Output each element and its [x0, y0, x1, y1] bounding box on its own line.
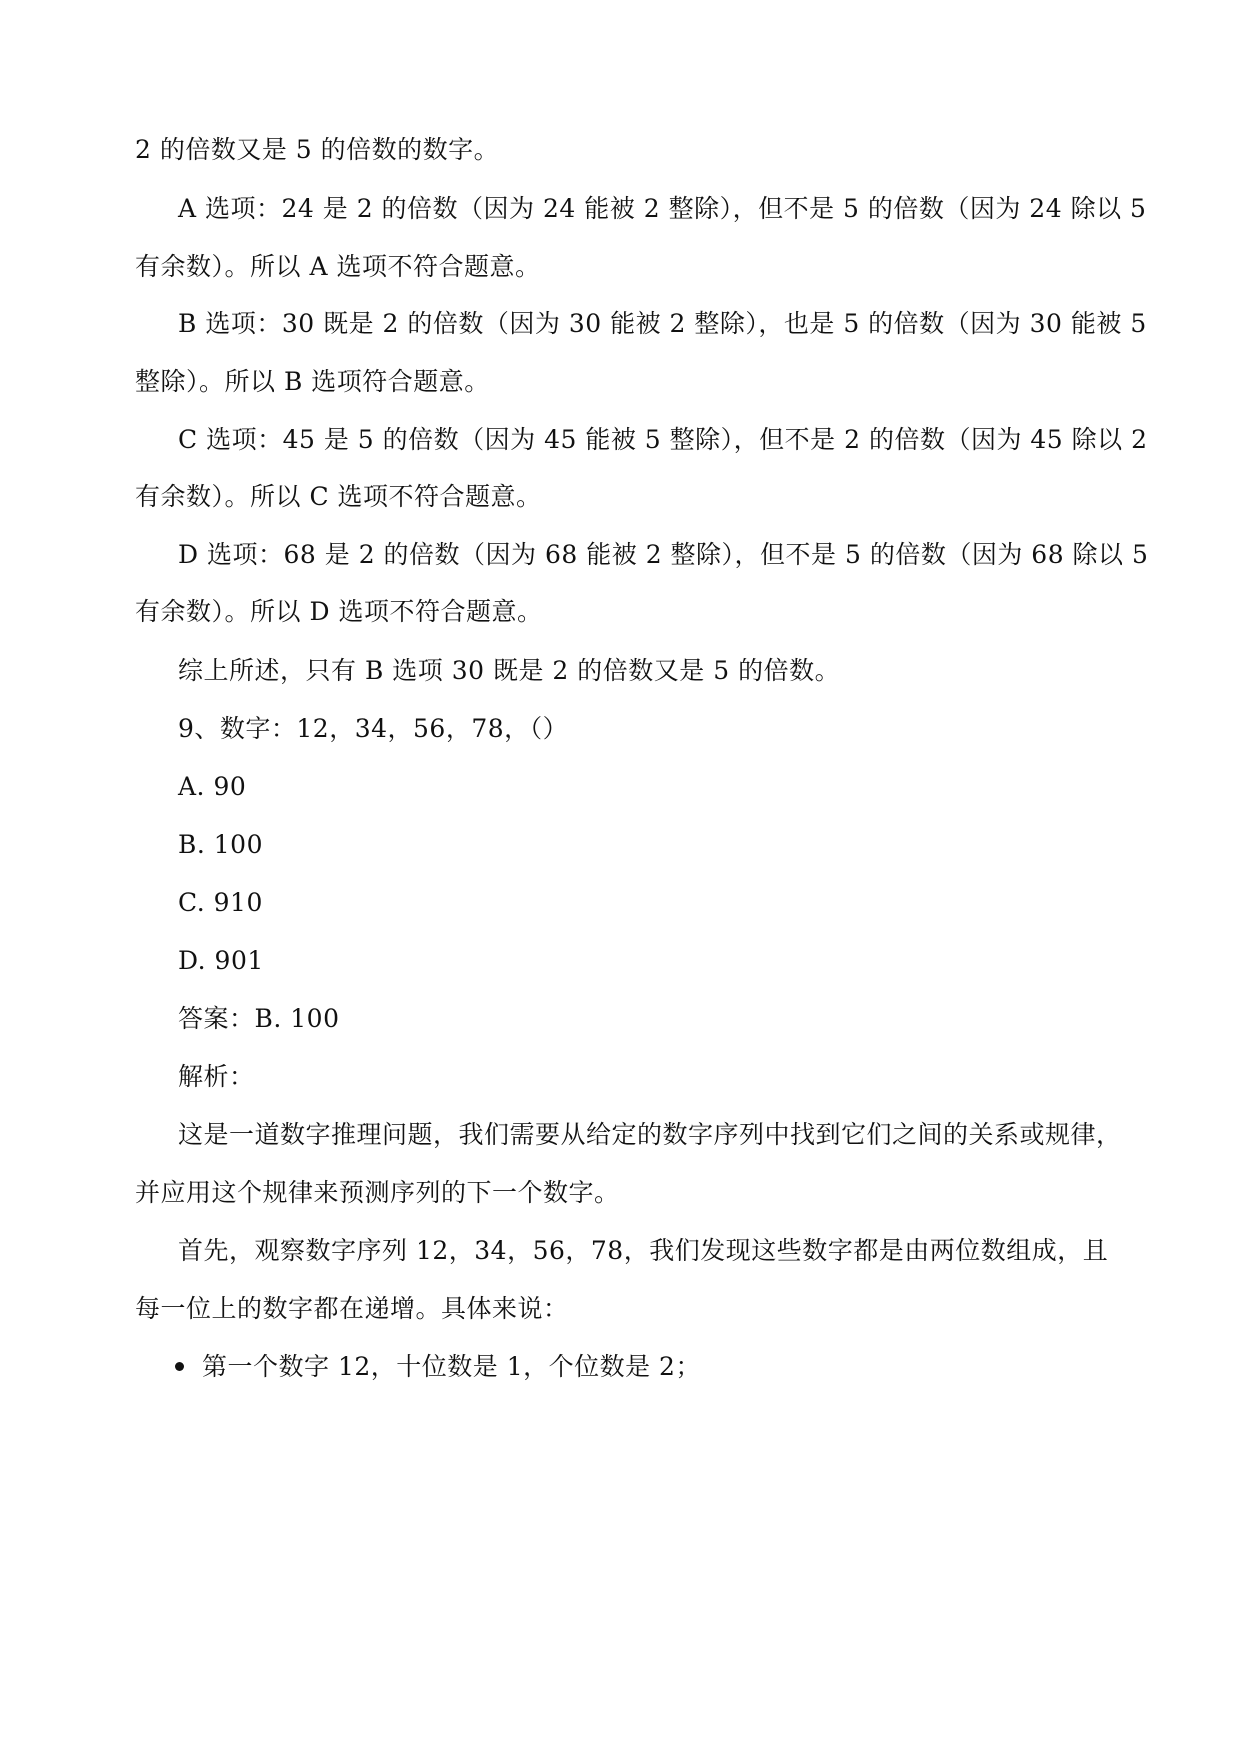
analysis-paragraph-1-cont: 并应用这个规律来预测序列的下一个数字。	[135, 1178, 620, 1207]
option-a-conclusion: 有余数）。所以 A 选项不符合题意。	[135, 252, 541, 281]
bullet-item: 第一个数字 12，十位数是 1，个位数是 2；	[202, 1352, 701, 1381]
analysis-paragraph-1: 这是一道数字推理问题，我们需要从给定的数字序列中找到它们之间的关系或规律，	[178, 1120, 1122, 1149]
option-a-analysis: A 选项：24 是 2 的倍数（因为 24 能被 2 整除），但不是 5 的倍数（因为 24 除以 5	[178, 194, 1147, 223]
analysis-paragraph-2-cont: 每一位上的数字都在递增。具体来说：	[135, 1294, 569, 1323]
bullet-icon	[175, 1362, 184, 1371]
answer-line: 答案：B. 100	[178, 1004, 340, 1033]
choice-d: D. 901	[178, 946, 264, 975]
analysis-heading: 解析：	[178, 1062, 255, 1091]
option-d-analysis: D 选项：68 是 2 的倍数（因为 68 能被 2 整除），但不是 5 的倍数（因为 68 除以 5	[178, 540, 1149, 569]
question-title: 9、数字：12，34，56，78，（）	[178, 714, 569, 743]
option-b-conclusion: 整除）。所以 B 选项符合题意。	[135, 367, 490, 396]
option-d-conclusion: 有余数）。所以 D 选项不符合题意。	[135, 597, 543, 626]
choice-c: C. 910	[178, 888, 263, 917]
summary-line: 综上所述，只有 B 选项 30 既是 2 的倍数又是 5 的倍数。	[178, 656, 841, 685]
analysis-paragraph-2: 首先，观察数字序列 12，34，56，78，我们发现这些数字都是由两位数组成，且	[178, 1236, 1109, 1265]
option-c-analysis: C 选项：45 是 5 的倍数（因为 45 能被 5 整除），但不是 2 的倍数（因为 45 除以 2	[178, 425, 1148, 454]
option-b-analysis: B 选项：30 既是 2 的倍数（因为 30 能被 2 整除），也是 5 的倍数（因为 30 能被 5	[178, 309, 1147, 338]
option-c-conclusion: 有余数）。所以 C 选项不符合题意。	[135, 482, 542, 511]
paragraph-line: 2 的倍数又是 5 的倍数的数字。	[135, 135, 500, 164]
choice-a: A. 90	[178, 772, 247, 801]
choice-b: B. 100	[178, 830, 263, 859]
